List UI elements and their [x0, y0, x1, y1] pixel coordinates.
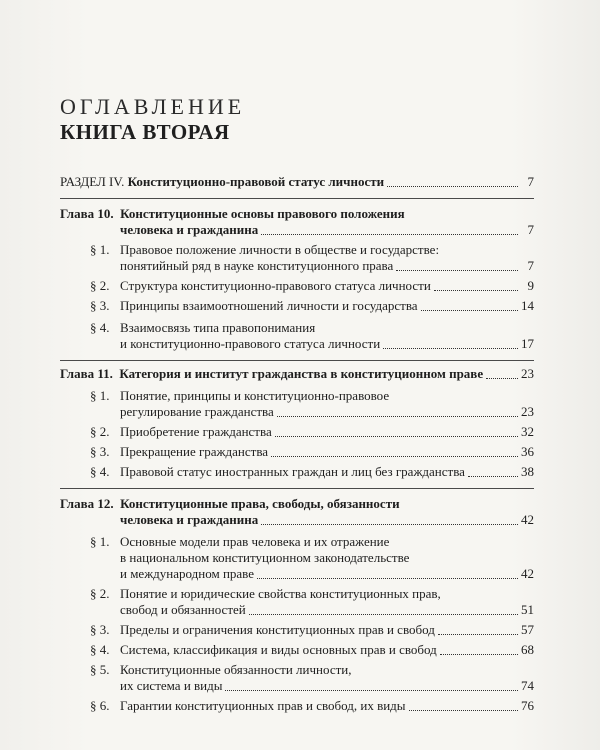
- chapter-title-line2: человека и гражданина: [120, 222, 259, 237]
- toc-entry: [120, 278, 534, 294]
- paragraph-number: § 4.: [90, 642, 110, 657]
- toc-entry: [120, 622, 534, 638]
- page-number: 9: [527, 278, 534, 293]
- dot-leader: [249, 614, 518, 615]
- toc-entry: [120, 298, 534, 314]
- page-number: 14: [521, 298, 534, 313]
- toc-entry-text: и конституционно-правового статуса личности: [120, 336, 381, 351]
- divider: [60, 198, 534, 199]
- chapter-label: Глава 10.: [60, 206, 114, 221]
- chapter-title-line2: человека и гражданина: [120, 512, 259, 527]
- toc-entry: [120, 678, 534, 694]
- toc-entry: [120, 336, 534, 352]
- page-number: 42: [521, 566, 534, 581]
- toc-entry-text: Взаимосвязь типа правопонимания: [120, 320, 316, 335]
- page-number: 38: [521, 464, 534, 479]
- dot-leader: [409, 710, 518, 711]
- paragraph-number: § 4.: [90, 464, 110, 479]
- toc-entry-text: Понятие, принципы и конституционно-правовое: [120, 388, 390, 403]
- chapter-label: Глава 11.: [60, 366, 113, 381]
- toc-entry-text: свобод и обязанностей: [120, 602, 246, 617]
- toc-entry-text: Прекращение гражданства: [120, 444, 269, 459]
- chapter-12-title-cont: [120, 512, 534, 528]
- dot-leader: [261, 524, 518, 525]
- dot-leader: [387, 186, 518, 187]
- page-number: 36: [521, 444, 534, 459]
- page-number: 76: [521, 698, 534, 713]
- book-title: КНИГА ВТОРАЯ: [60, 120, 230, 144]
- toc-entry: [120, 642, 534, 658]
- chapter-title: Категория и институт гражданства в конституционном праве: [119, 366, 484, 381]
- toc-entry-text: понятийный ряд в науке конституционного права: [120, 258, 394, 273]
- toc-entry: [120, 566, 534, 582]
- toc-entry-text: Пределы и ограничения конституционных прав и свобод: [120, 622, 435, 637]
- dot-leader: [277, 416, 518, 417]
- paragraph-number: § 2.: [90, 586, 110, 601]
- page-number: 17: [521, 336, 534, 351]
- dot-leader: [383, 348, 518, 349]
- toc-entry-text: Правовой статус иностранных граждан и лиц без гражданства: [120, 464, 465, 479]
- paragraph-number: § 3.: [90, 622, 110, 637]
- dot-leader: [275, 436, 518, 437]
- dot-leader: [261, 234, 518, 235]
- toc-entry-text: Гарантии конституционных прав и свобод, их виды: [120, 698, 406, 713]
- divider: [60, 360, 534, 361]
- toc-entry: [120, 404, 534, 420]
- divider: [60, 488, 534, 489]
- dot-leader: [396, 270, 518, 271]
- page-number: 23: [521, 404, 534, 419]
- toc-entry: [120, 698, 534, 714]
- dot-leader: [257, 578, 518, 579]
- paragraph-number: § 3.: [90, 444, 110, 459]
- toc-entry-text: Конституционные обязанности личности,: [120, 662, 352, 677]
- paragraph-number: § 2.: [90, 424, 110, 439]
- page-number: 7: [527, 174, 534, 189]
- toc-entry-text: Система, классификация и виды основных прав и свобод: [120, 642, 437, 657]
- page-number: 42: [521, 512, 534, 527]
- toc-entry-text: регулирование гражданства: [120, 404, 274, 419]
- page-number: 57: [521, 622, 534, 637]
- toc-entry: [120, 444, 534, 460]
- paragraph-number: § 2.: [90, 278, 110, 293]
- toc-entry-text: Понятие и юридические свойства конституционных прав,: [120, 586, 441, 601]
- chapter-11-heading: [60, 366, 534, 382]
- toc-entry-text: Структура конституционно-правового статуса личности: [120, 278, 431, 293]
- toc-entry: [120, 464, 534, 480]
- dot-leader: [271, 456, 518, 457]
- chapter-label: Глава 12.: [60, 496, 114, 511]
- dot-leader: [421, 310, 518, 311]
- toc-entry-text: Правовое положение личности в обществе и государстве:: [120, 242, 440, 257]
- toc-entry-text: и международном праве: [120, 566, 255, 581]
- chapter-10-title-cont: [120, 222, 534, 238]
- toc-section-entry: [60, 174, 534, 190]
- paragraph-number: § 5.: [90, 662, 110, 677]
- page-number: 7: [527, 222, 534, 237]
- paragraph-number: § 1.: [90, 534, 110, 549]
- page-number: 51: [521, 602, 534, 617]
- chapter-title: Конституционные права, свободы, обязанности: [120, 496, 400, 511]
- paragraph-number: § 4.: [90, 320, 110, 335]
- toc-entry-text: в национальном конституционном законодательстве: [120, 550, 410, 565]
- toc-entry: [120, 602, 534, 618]
- page-number: 74: [521, 678, 534, 693]
- toc-entry-text: их система и виды: [120, 678, 223, 693]
- paragraph-number: § 3.: [90, 298, 110, 313]
- chapter-title: Конституционные основы правового положения: [120, 206, 405, 221]
- page-number: 7: [527, 258, 534, 273]
- toc-entry: [120, 424, 534, 440]
- section-title: Конституционно-правовой статус личности: [127, 174, 385, 189]
- paragraph-number: § 1.: [90, 242, 110, 257]
- paragraph-number: § 1.: [90, 388, 110, 403]
- dot-leader: [434, 290, 518, 291]
- page-number: 68: [521, 642, 534, 657]
- dot-leader: [440, 654, 518, 655]
- toc-entry-text: Основные модели прав человека и их отражение: [120, 534, 390, 549]
- dot-leader: [486, 378, 518, 379]
- paragraph-number: § 6.: [90, 698, 110, 713]
- dot-leader: [225, 690, 518, 691]
- page-number: 32: [521, 424, 534, 439]
- dot-leader: [468, 476, 518, 477]
- dot-leader: [438, 634, 518, 635]
- page-number: 23: [521, 366, 534, 381]
- toc-entry: [120, 258, 534, 274]
- toc-heading: ОГЛАВЛЕНИЕ: [60, 94, 246, 119]
- toc-entry-text: Приобретение гражданства: [120, 424, 272, 439]
- section-label: РАЗДЕЛ IV.: [60, 174, 125, 189]
- toc-entry-text: Принципы взаимоотношений личности и государства: [120, 298, 418, 313]
- chapter-10-heading: [60, 206, 405, 222]
- chapter-12-heading: [60, 496, 400, 512]
